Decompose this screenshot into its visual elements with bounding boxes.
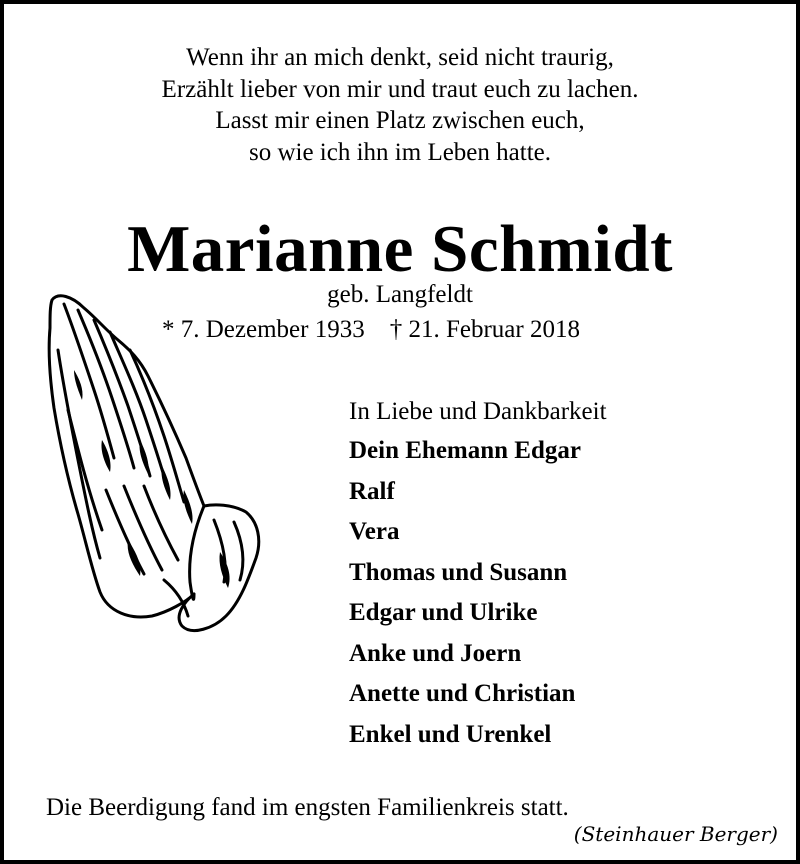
life-dates: * 7. Dezember 1933 † 21. Februar 2018 bbox=[162, 316, 580, 343]
poem-line: Wenn ihr an mich denkt, seid nicht traurig, bbox=[186, 44, 614, 71]
mourner-name: Edgar und Ulrike bbox=[349, 599, 538, 626]
mourner-name: Enkel und Urenkel bbox=[349, 720, 552, 748]
maiden-name: geb. Langfeldt bbox=[327, 281, 473, 308]
mourner-name: Vera bbox=[349, 518, 400, 545]
mourners-lead: In Liebe und Dankbarkeit bbox=[349, 398, 607, 425]
deceased-name: Marianne Schmidt bbox=[127, 212, 673, 286]
mourners-list bbox=[349, 397, 607, 755]
mourner-name: Ralf bbox=[349, 477, 395, 505]
funeral-note: Die Beerdigung fand im engsten Familienkreis statt. bbox=[46, 794, 569, 821]
memorial-poem bbox=[4, 42, 796, 168]
mourner-name: Thomas und Susann bbox=[349, 558, 568, 586]
poem-line: Erzählt lieber von mir und traut euch zu lachen. bbox=[161, 75, 639, 103]
poem-line: Lasst mir einen Platz zwischen euch, bbox=[215, 107, 585, 134]
poem-line: so wie ich ihn im Leben hatte. bbox=[248, 138, 551, 166]
praying-hands-icon bbox=[44, 290, 266, 642]
mourner-name: Anette und Christian bbox=[349, 680, 576, 707]
mourner-name: Dein Ehemann Edgar bbox=[349, 437, 581, 464]
mourner-name: Anke und Joern bbox=[349, 639, 522, 667]
undertaker-credit: (Steinhauer Berger) bbox=[573, 822, 778, 846]
